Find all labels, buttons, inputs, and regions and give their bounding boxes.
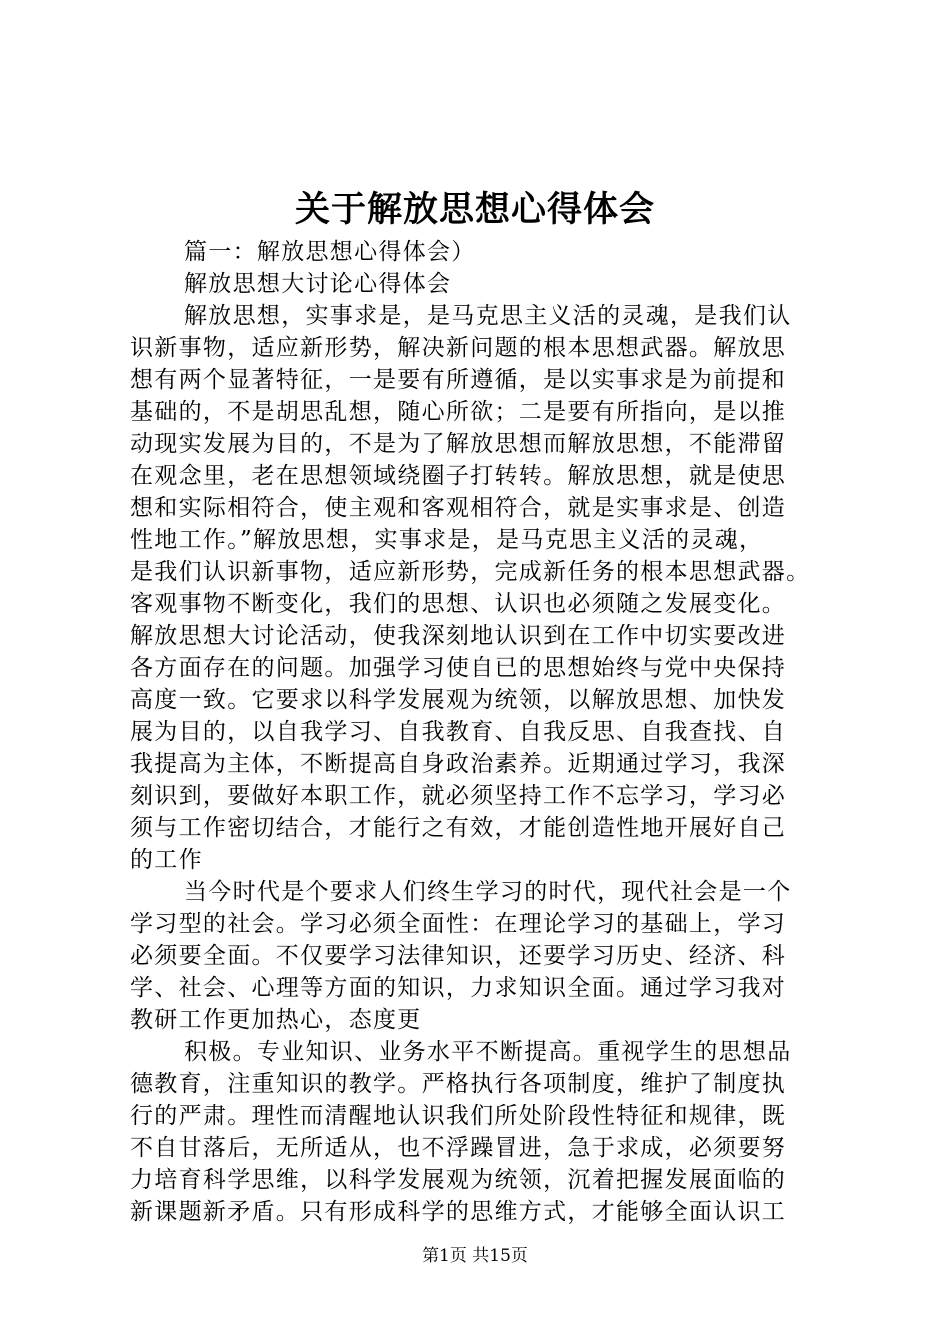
text-line: 性地工作。”解放思想，实事求是，是马克思主义活的灵魂，	[130, 527, 764, 553]
text-line: 必须要全面。不仅要学习法律知识，还要学习历史、经济、科	[130, 943, 787, 969]
text-line: 各方面存在的问题。加强学习使自已的思想始终与党中央保持	[130, 655, 787, 681]
text-line: 的工作	[130, 847, 203, 873]
text-line: 动现实发展为目的，不是为了解放思想而解放思想，不能滞留	[130, 431, 787, 457]
text-line: 篇一：解放思想心得体会）	[184, 239, 476, 265]
text-line: 德教育，注重知识的教学。严格执行各项制度，维护了制度执	[130, 1071, 787, 1097]
text-line: 刻识到，要做好本职工作，就必须坚持工作不忘学习，学习必	[130, 783, 787, 809]
text-line: 想和实际相符合，使主观和客观相符合，就是实事求是、创造	[130, 495, 787, 521]
text-line: 在观念里，老在思想领域绕圈子打转转。解放思想，就是使思	[130, 463, 787, 489]
text-line: 新课题新矛盾。只有形成科学的思维方式，才能够全面认识工	[130, 1199, 787, 1225]
text-line: 客观事物不断变化，我们的思想、认识也必须随之发展变化。	[130, 591, 787, 617]
text-line: 学习型的社会。学习必须全面性：在理论学习的基础上，学习	[130, 911, 787, 937]
text-line: 行的严肃。理性而清醒地认识我们所处阶段性特征和规律，既	[130, 1103, 787, 1129]
text-line: 不自甘落后，无所适从，也不浮躁冒进，急于求成，必须要努	[130, 1135, 787, 1161]
text-line: 展为目的，以自我学习、自我教育、自我反思、自我查找、自	[130, 719, 787, 745]
text-line: 基础的，不是胡思乱想，随心所欲；二是要有所指向，是以推	[130, 399, 787, 425]
text-line: 学、社会、心理等方面的知识，力求知识全面。通过学习我对	[130, 975, 787, 1001]
text-line: 是我们认识新事物，适应新形势，完成新任务的根本思想武器。	[130, 559, 811, 585]
text-line: 解放思想大讨论心得体会	[184, 271, 452, 297]
text-line: 解放思想，实事求是，是马克思主义活的灵魂，是我们认	[184, 303, 792, 329]
text-line: 教研工作更加热心，态度更	[130, 1007, 422, 1033]
text-line: 我提高为主体，不断提高自身政治素养。近期通过学习，我深	[130, 751, 787, 777]
page-footer: 第1页 共15页	[422, 1246, 528, 1266]
text-line: 识新事物，适应新形势，解决新问题的根本思想武器。解放思	[130, 335, 787, 361]
text-line: 想有两个显著特征，一是要有所遵循，是以实事求是为前提和	[130, 367, 787, 393]
text-line: 积极。专业知识、业务水平不断提高。重视学生的思想品	[184, 1039, 792, 1065]
text-line: 当今时代是个要求人们终生学习的时代，现代社会是一个	[184, 879, 792, 905]
page-title: 关于解放思想心得体会	[294, 189, 655, 230]
document-body	[130, 236, 830, 1228]
text-line: 解放思想大讨论活动，使我深刻地认识到在工作中切实要改进	[130, 623, 787, 649]
text-line: 须与工作密切结合，才能行之有效，才能创造性地开展好自己	[130, 815, 787, 841]
text-line: 高度一致。它要求以科学发展观为统领，以解放思想、加快发	[130, 687, 787, 713]
text-line: 力培育科学思维，以科学发展观为统领，沉着把握发展面临的	[130, 1167, 787, 1193]
